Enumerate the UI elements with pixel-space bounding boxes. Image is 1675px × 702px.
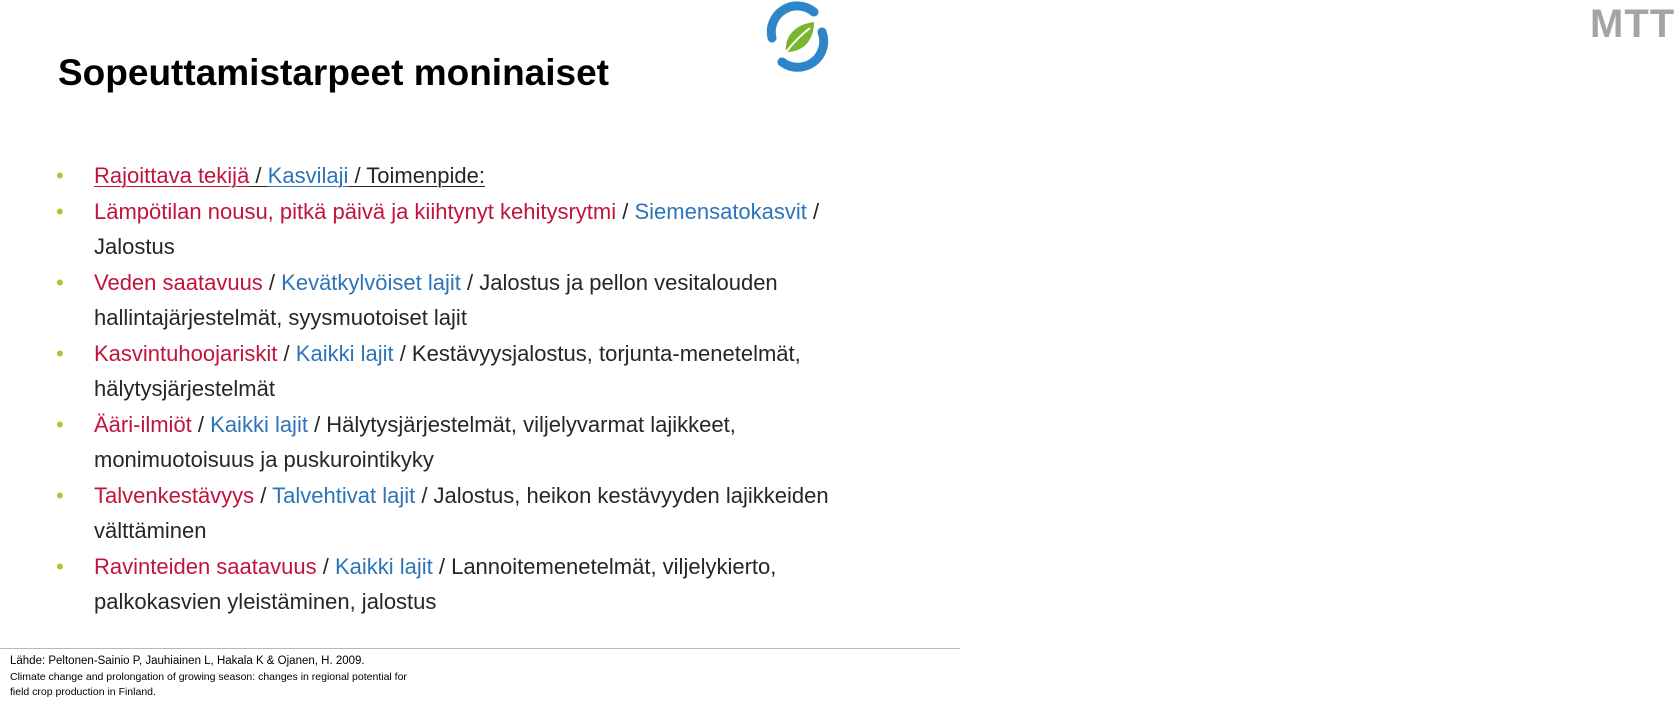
- bullet-segment: / Kestävyysjalostus, torjunta-menetelmät, hälytysjärjestelmät: [94, 341, 801, 401]
- bullet-segment: /: [254, 483, 273, 508]
- bullet-segment: /: [277, 341, 296, 366]
- bullet-item: [56, 336, 896, 406]
- bullet-dot-icon: •: [56, 270, 64, 295]
- bullet-segment: Rajoittava tekijä: [94, 163, 250, 188]
- mtt-logo-text: MTT: [1590, 2, 1675, 46]
- bullet-segment: /: [316, 554, 335, 579]
- bullet-item: [56, 478, 896, 548]
- source-line-3: field crop production in Finland.: [10, 686, 156, 698]
- bullet-segment: Kaikki lajit: [295, 341, 394, 366]
- slide-title: Sopeuttamistarpeet moninaiset: [58, 52, 610, 93]
- bullet-segment: Veden saatavuus: [94, 270, 263, 295]
- bullet-segment: / Jalostus ja pellon vesitalouden hallintajärjestelmät, syysmuotoiset lajit: [94, 270, 778, 330]
- bullet-segment: / Jalostus: [94, 199, 820, 259]
- bullet-segment: Kaikki lajit: [210, 412, 308, 437]
- bullet-segment: /: [249, 163, 268, 188]
- bullet-segment: / Lannoitemenetelmät, viljelykierto, palkokasvien yleistäminen, jalostus: [94, 554, 777, 614]
- bullet-segment: Kasvintuhoojariskit: [94, 341, 278, 366]
- bullet-segment: Siemensatokasvit: [634, 199, 807, 224]
- bullet-segment: /: [616, 199, 635, 224]
- bullet-segment: /: [262, 270, 282, 295]
- bullet-dot-icon: •: [56, 199, 64, 224]
- bullet-dot-icon: •: [56, 554, 64, 579]
- bullet-segment: Lämpötilan nousu, pitkä päivä ja kiihtynyt kehitysrytmi: [94, 199, 617, 224]
- bullet-dot-icon: •: [56, 412, 64, 437]
- bullet-dot-icon: •: [56, 341, 64, 366]
- source-line-2: Climate change and prolongation of growing season: changes in regional potential for: [10, 671, 407, 683]
- bullet-segment: Talvehtivat lajit: [272, 483, 416, 508]
- source-line-1: Lähde: Peltonen-Sainio P, Jauhiainen L, Hakala K & Ojanen, H. 2009.: [10, 655, 365, 667]
- bullet-segment: Ääri-ilmiöt: [94, 412, 192, 437]
- bullet-segment: /: [191, 412, 211, 437]
- bullet-segment: / Toimenpide:: [348, 163, 485, 188]
- bullet-dot-icon: •: [56, 163, 64, 188]
- mtt-logo-mark-icon: [762, 0, 832, 70]
- mtt-logo: [762, 0, 1675, 70]
- bullet-item: [56, 407, 896, 477]
- bullet-list: [56, 158, 896, 620]
- bullet-segment: Kaikki lajit: [334, 554, 433, 579]
- bullet-segment: Kasvilaji: [267, 163, 349, 188]
- bullet-segment: Talvenkestävyys: [94, 483, 255, 508]
- bullet-item: [56, 194, 896, 264]
- bullet-item: [56, 265, 896, 335]
- bullet-item: [56, 549, 896, 619]
- bullet-segment: / Hälytysjärjestelmät, viljelyvarmat lajikkeet, monimuotoisuus ja puskurointikyky: [94, 412, 736, 472]
- bullet-dot-icon: •: [56, 483, 64, 508]
- bullet-segment: Ravinteiden saatavuus: [94, 554, 317, 579]
- bullet-segment: / Jalostus, heikon kestävyyden lajikkeiden välttäminen: [94, 483, 829, 543]
- bullet-item: [56, 158, 896, 193]
- source-citation: [0, 648, 960, 702]
- bullet-segment: Kevätkylvöiset lajit: [281, 270, 461, 295]
